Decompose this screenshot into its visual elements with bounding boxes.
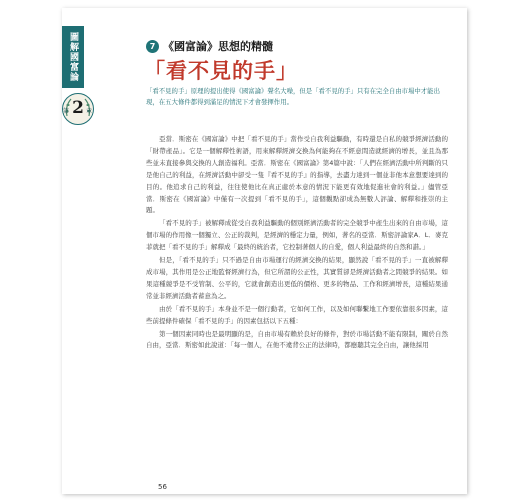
badge-prefix: 第	[63, 108, 70, 115]
paragraph: 由於「看不見的手」本身並不是一個行動者，它如何工作，以及如何聯繫地工作要依靠很多因素，這些前提條件確保「看不見的手」的因素包括以下五種：	[146, 304, 448, 325]
side-tab-label: 圖解國富論	[68, 32, 78, 82]
intro-text: 「看不見的手」原理的提出使得《國富論》聲名大噪，但是「看不見的手」只有在完全自由市場中才能出現，在五大條件都得到滿足的情況下才會發揮作用。	[146, 87, 440, 106]
chapter-badge	[61, 92, 95, 126]
paragraph: 但是，「看不見的手」只不過是自由市場運行的經濟交換的結果，顯然說「看不見的手」一直被解釋成市場，其作用是公正地監督經濟行為，但它所謂的公正性，其實質卻是經濟活動者之間競爭的結果。如果這種競爭是不受管制、公平的，它就會創造出更低的價格、更多的物品、工作和經濟增長，這種結果通常並非經濟活動者蓄意為之。	[146, 256, 448, 300]
paragraph: 第一個因素同時也是最明顯的是，自由市場有賴於良好的條件，對於市場活動不能有限制，關於自然自由，亞當．斯密如此說道：「每一個人，在他不違背公正的法律時，都應聽其完全自由，讓他採用	[146, 329, 448, 350]
paragraph: 「看不見的手」被解釋成從受自我利益驅動的個別經濟活動者的完全競爭中產生出來的自由市場，這個市場的作用像一個獨立、公正的裁判，是經濟的穩定力量，例如，著名的亞當．斯密評論家A．L．麥克菲就把「看不見的手」解釋成「最終的統治者，它控制著個人的自愛，個人利益最終的自然和諧。」	[146, 219, 448, 252]
section-title: 《國富論》思想的精髓	[163, 40, 273, 53]
book-page	[62, 8, 467, 494]
page-number: 56	[158, 483, 167, 491]
page-title: 「看不見的手」	[144, 58, 298, 83]
section-number: 7	[146, 40, 159, 53]
chapter-number: 2	[72, 98, 84, 118]
side-tab	[62, 26, 84, 88]
paragraph: 亞當．斯密在《國富論》中把「看不見的手」當作受自我利益驅動，有時還是自私的競爭經濟活動的「財帶產品」。它是一個解釋性術語，用來解釋經濟交換為何能夠在不經意間造就經濟的增長，並且為那些並未直接參與交換的人創造福利。亞當．斯密在《國富論》第4篇中說：「人們在經濟活動中所判斷的只是他自己的利益，在經濟活動中卻受一隻『看不見的手』的指導，去盡力達到一個並非他本意想要達到的目的。他追求自己的利益，往往使他比在真正處於本意的情況下能更有效地促進社會的利益。」儘管亞當．斯密在《國富論》中僅有一次提到「看不見的手」，這個觀點卻成為無數人評論、解釋和推崇的主題。	[146, 135, 448, 215]
badge-suffix: 章	[86, 108, 93, 115]
body-text	[146, 134, 448, 353]
section-header	[146, 38, 273, 54]
